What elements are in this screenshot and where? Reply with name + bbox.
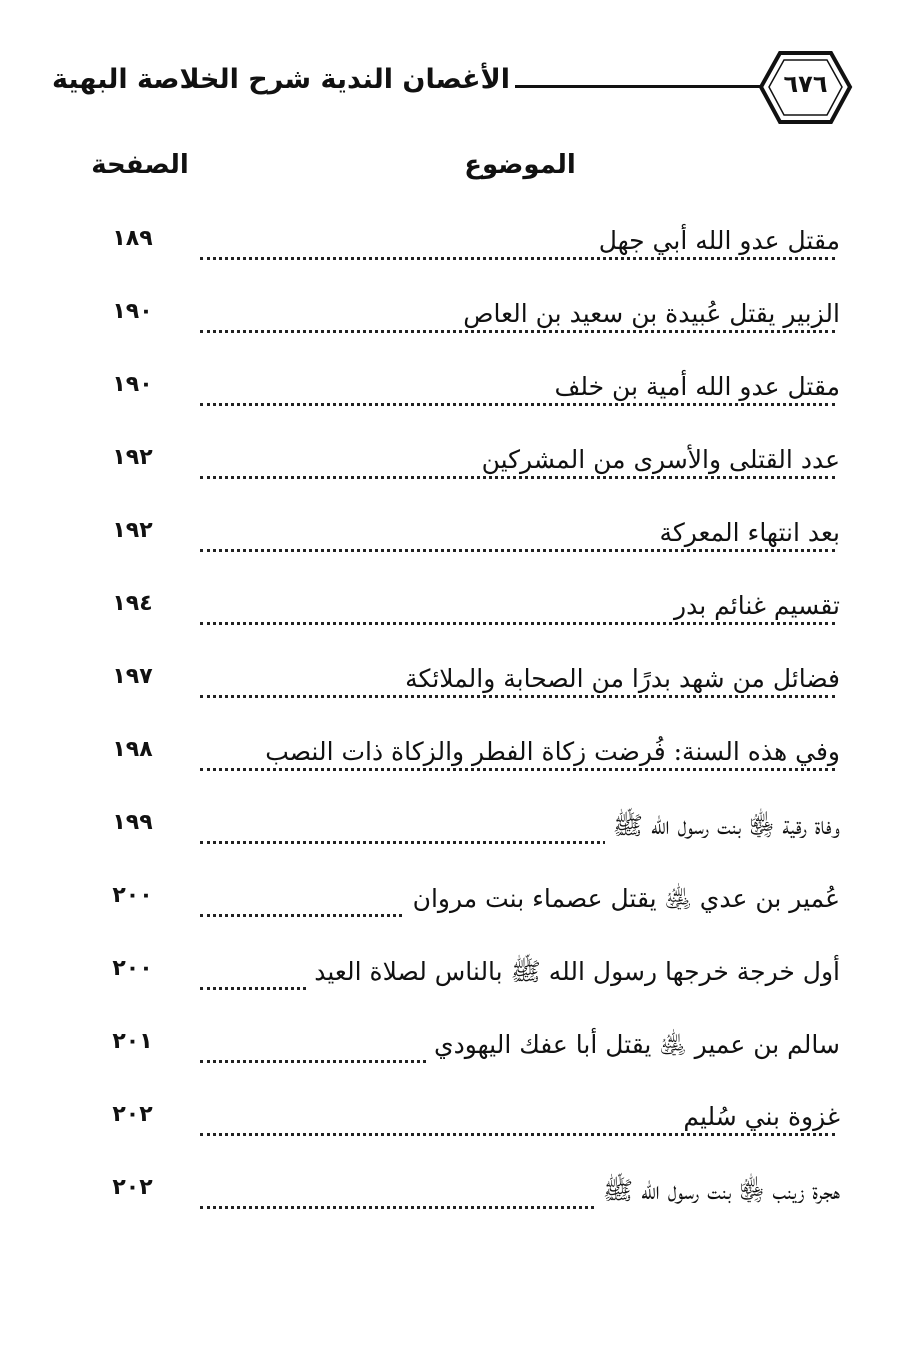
dot-leader	[200, 476, 835, 479]
dot-leader	[200, 622, 835, 625]
toc-entry-title: عُمير بن عدي ﵁ يقتل عصماء بنت مروان	[405, 883, 840, 920]
toc-entry-title: الزبير يقتل عُبيدة بن سعيد بن العاص	[455, 299, 840, 328]
toc-entry-page: ٢٠٢	[112, 1175, 153, 1200]
dot-leader	[200, 695, 835, 698]
dot-leader	[200, 330, 835, 333]
table-of-contents	[95, 210, 845, 1232]
dot-leader	[200, 549, 835, 552]
toc-entry-title: مقتل عدو الله أبي جهل	[591, 226, 840, 255]
toc-entry-title: وفاة رقية ﵂ بنت رسول الله ﷺ	[605, 810, 840, 847]
toc-entry[interactable]	[95, 356, 845, 429]
toc-entry-page: ١٩٤	[112, 591, 153, 616]
toc-entry-title: سالم بن عمير ﵁ يقتل أبا عفك اليهودي	[426, 1029, 840, 1066]
toc-entry-page: ١٩٢	[112, 445, 153, 470]
toc-entry-title: بعد انتهاء المعركة	[651, 518, 840, 547]
toc-entry-page: ١٨٩	[112, 226, 153, 251]
toc-entry-title: تقسيم غنائم بدر	[666, 591, 840, 620]
page-number-badge	[758, 50, 853, 125]
toc-entry-page: ١٩٠	[112, 299, 153, 324]
dot-leader	[200, 768, 835, 771]
toc-entry-page: ٢٠٠	[112, 956, 153, 981]
toc-entry-page: ١٩٩	[112, 810, 153, 835]
toc-entry[interactable]	[95, 283, 845, 356]
toc-entry-page: ٢٠٠	[112, 883, 153, 908]
toc-entry-page: ٢٠٢	[112, 1102, 153, 1127]
header-rule	[515, 85, 760, 88]
column-heading-topic: الموضوع	[464, 150, 576, 180]
toc-entry-title: مقتل عدو الله أمية بن خلف	[547, 372, 841, 401]
toc-entry-title: وفي هذه السنة: فُرضت زكاة الفطر والزكاة ذات النصب	[257, 737, 840, 766]
toc-entry-title: أول خرجة خرجها رسول الله ﷺ بالناس لصلاة العيد	[306, 956, 840, 993]
dot-leader	[200, 1133, 835, 1136]
toc-entry-page: ٢٠١	[112, 1029, 153, 1054]
toc-entry[interactable]	[95, 1086, 845, 1159]
toc-entry[interactable]	[95, 648, 845, 721]
toc-entry[interactable]	[95, 794, 845, 867]
toc-entry-page: ١٩٧	[112, 664, 153, 689]
toc-entry[interactable]	[95, 721, 845, 794]
toc-entry[interactable]	[95, 1013, 845, 1086]
running-header	[52, 50, 855, 130]
dot-leader	[200, 257, 835, 260]
toc-entry[interactable]	[95, 210, 845, 283]
toc-entry[interactable]	[95, 502, 845, 575]
toc-entry[interactable]	[95, 940, 845, 1013]
toc-entry-title: عدد القتلى والأسرى من المشركين	[474, 445, 840, 474]
toc-entry[interactable]	[95, 429, 845, 502]
toc-entry[interactable]	[95, 1159, 845, 1232]
dot-leader	[200, 403, 835, 406]
book-title: الأغصان الندية شرح الخلاصة البهية	[52, 64, 510, 95]
column-heading-page: الصفحة	[91, 150, 189, 180]
toc-entry[interactable]	[95, 575, 845, 648]
page-number: ٦٧٦	[783, 70, 828, 98]
toc-entry-title: هجرة زينب ﵂ بنت رسول الله ﷺ	[595, 1175, 840, 1212]
toc-entry[interactable]	[95, 867, 845, 940]
toc-entry-page: ١٩٠	[112, 372, 153, 397]
toc-entry-title: فضائل من شهد بدرًا من الصحابة والملائكة	[397, 664, 840, 693]
toc-entry-page: ١٩٨	[112, 737, 153, 762]
toc-entry-page: ١٩٢	[112, 518, 153, 543]
toc-entry-title: غزوة بني سُليم	[675, 1102, 840, 1131]
